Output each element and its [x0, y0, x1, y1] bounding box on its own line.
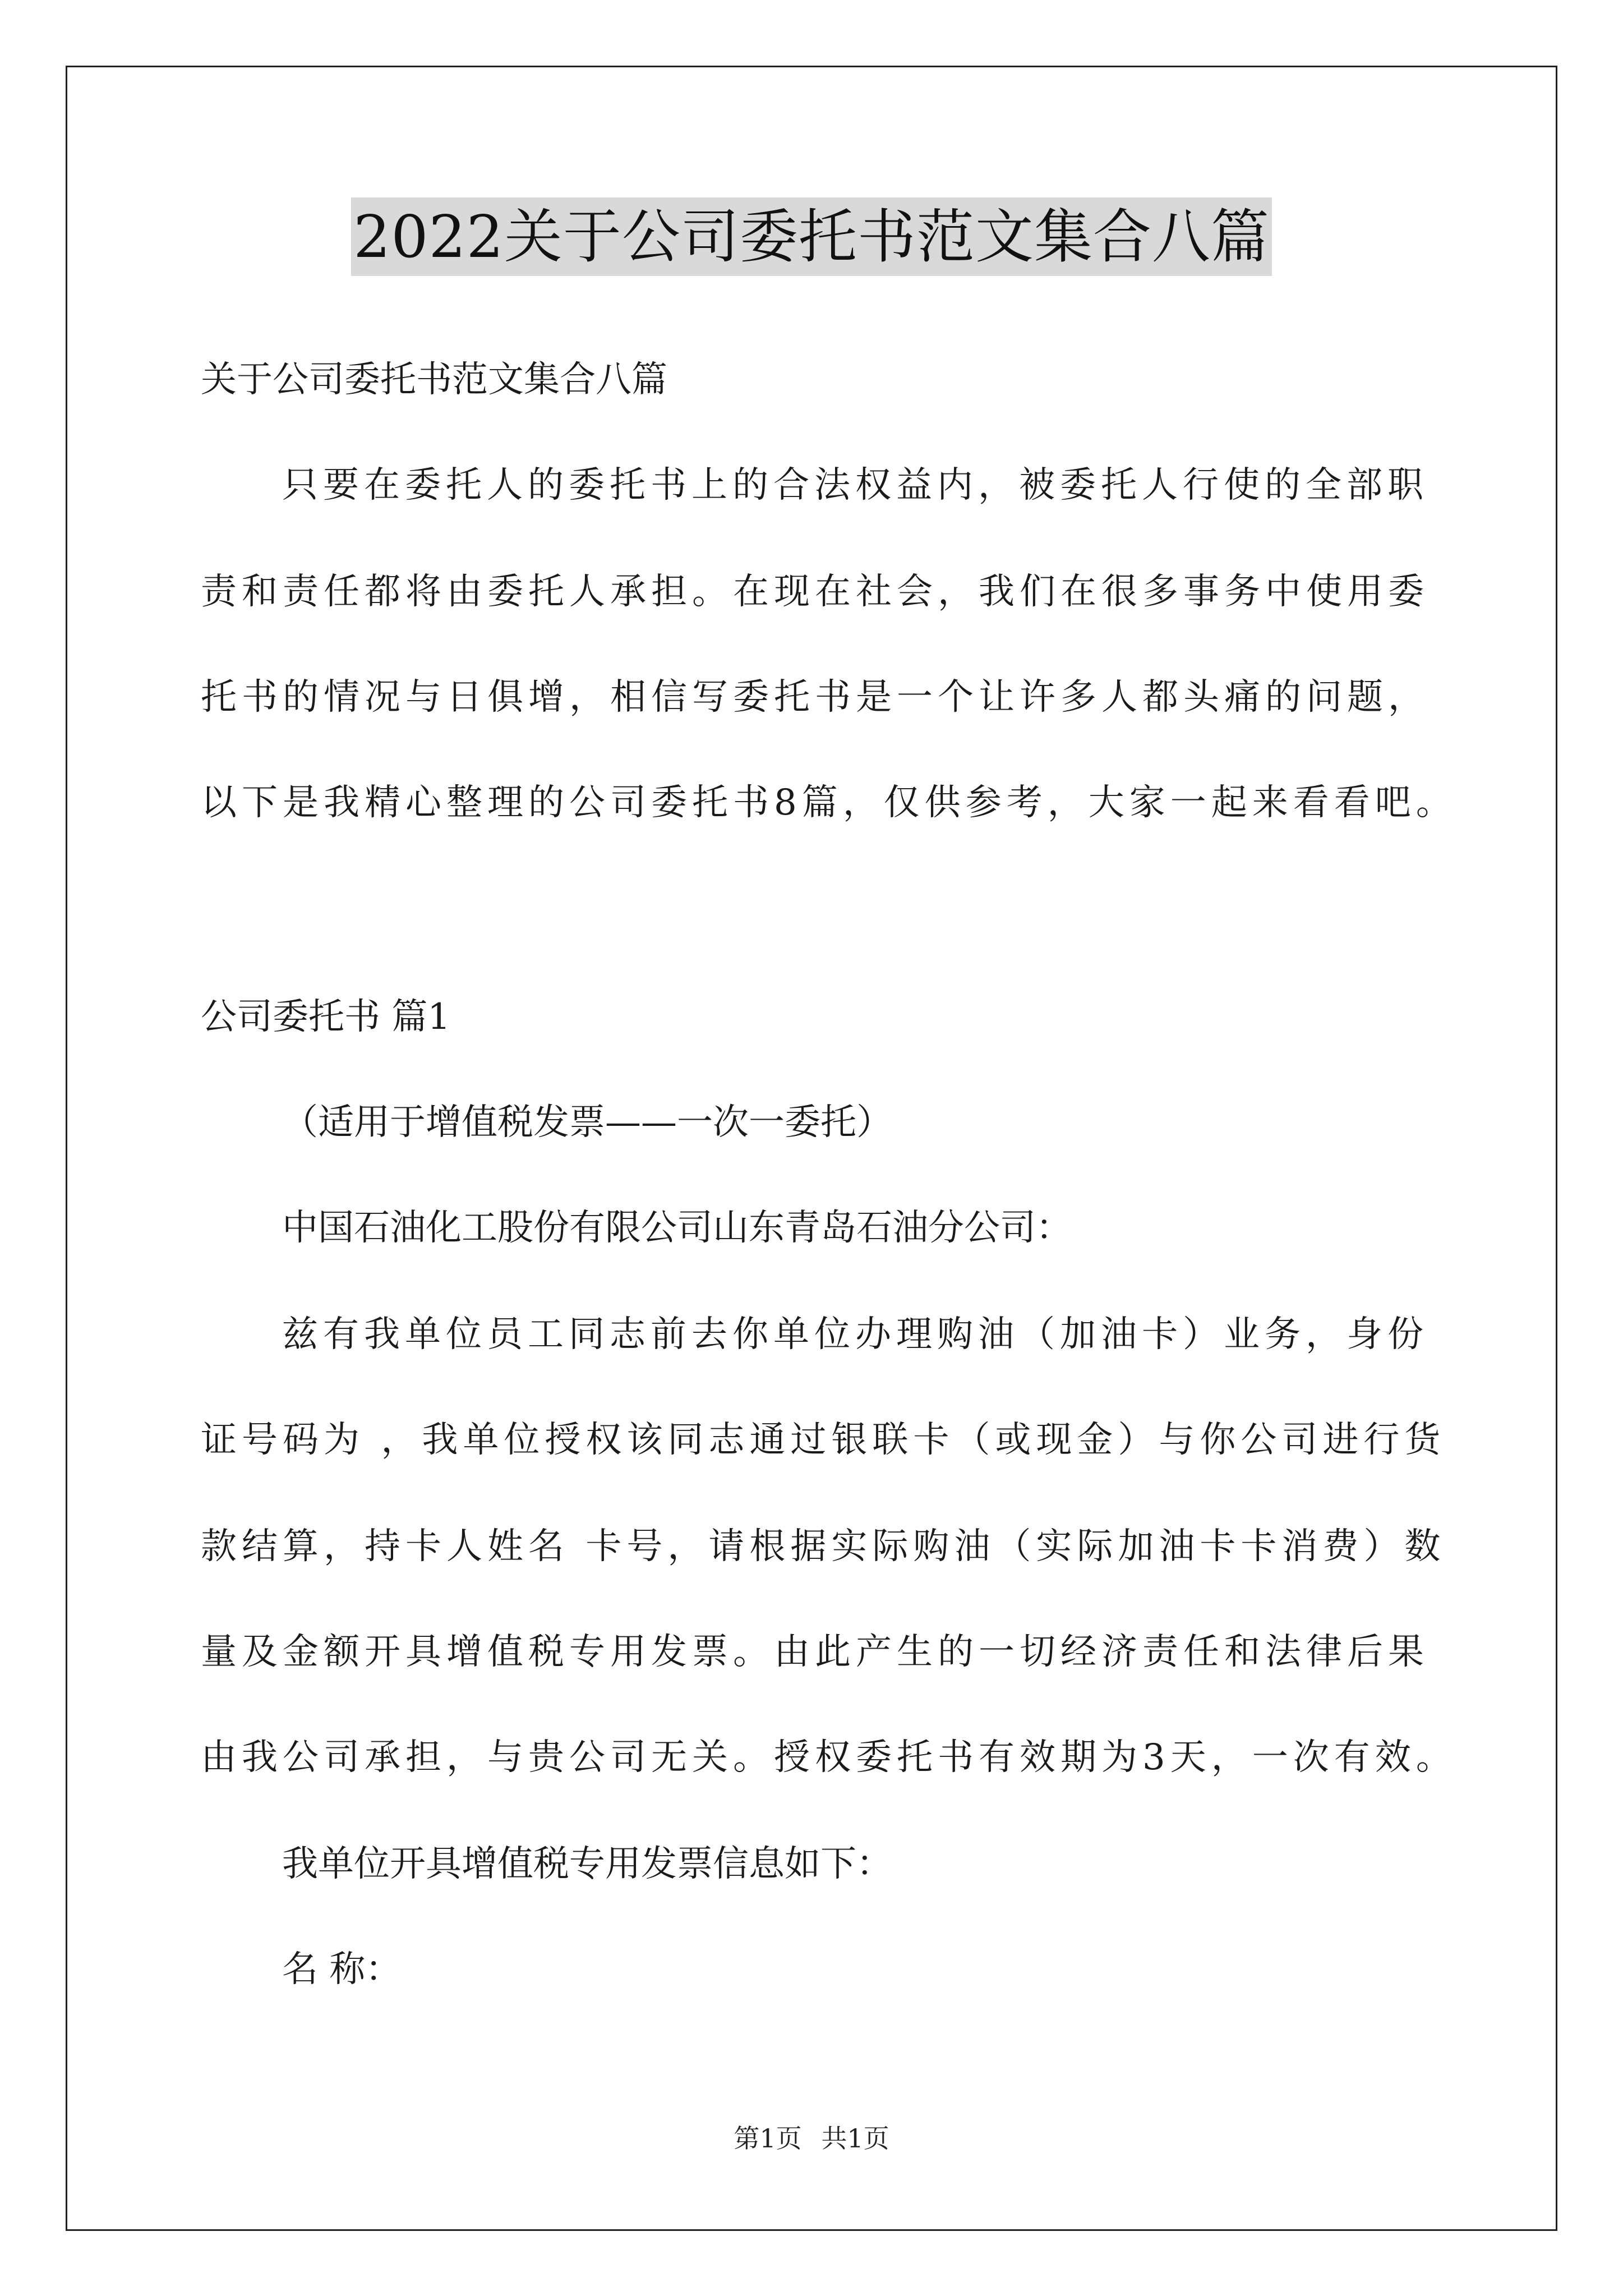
body-paragraph-line: 证号码为 ，我单位授权该同志通过银联卡（或现金）与你公司进行货: [201, 1419, 1446, 1461]
intro-paragraph-line: 以下是我精心整理的公司委托书8篇，仅供参考，大家一起来看看吧。: [201, 782, 1457, 823]
name-field-label: 名 称：: [282, 1949, 402, 1990]
body-paragraph-line: 由我公司承担，与贵公司无关。授权委托书有效期为3天，一次有效。: [201, 1737, 1457, 1778]
section-heading: 公司委托书 篇1: [201, 996, 451, 1038]
document-subtitle: 关于公司委托书范文集合八篇: [201, 359, 667, 401]
invoice-info-intro: 我单位开具增值税专用发票信息如下：: [282, 1843, 892, 1885]
applicability-note: （适用于增值税发票——一次一委托）: [282, 1102, 892, 1143]
page-number-total: 共1页: [821, 2123, 889, 2154]
page-number-current: 第1页: [734, 2123, 802, 2154]
body-paragraph-line: 款结算，持卡人姓名 卡号，请根据实际购油（实际加油卡卡消费）数: [201, 1526, 1446, 1567]
intro-paragraph-line: 托书的情况与日俱增，相信写委托书是一个让许多人都头痛的问题，: [201, 677, 1429, 718]
body-paragraph-line: 兹有我单位员工同志前去你单位办理购油（加油卡）业务，身份: [282, 1314, 1428, 1355]
title-container: [0, 197, 1623, 276]
intro-paragraph-line: 只要在委托人的委托书上的合法权益内，被委托人行使的全部职: [282, 464, 1428, 506]
body-paragraph-line: 量及金额开具增值税专用发票。由此产生的一切经济责任和法律后果: [201, 1631, 1429, 1673]
document-title: 2022关于公司委托书范文集合八篇: [351, 197, 1272, 276]
page-footer: [0, 2122, 1623, 2155]
addressee-line: 中国石油化工股份有限公司山东青岛石油分公司：: [282, 1207, 1072, 1249]
intro-paragraph-line: 责和责任都将由委托人承担。在现在社会，我们在很多事务中使用委: [201, 571, 1429, 613]
